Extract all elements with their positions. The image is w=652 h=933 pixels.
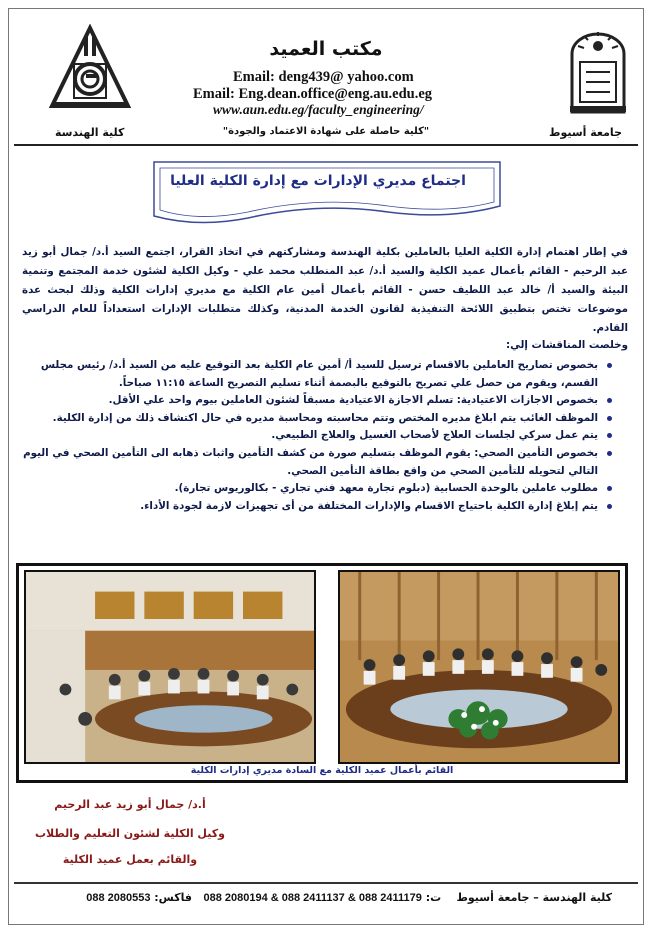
email-office[interactable]: Email: Eng.dean.office@eng.au.edu.eg [193, 86, 433, 102]
intro-paragraph: في إطار اهتمام إدارة الكلية العليا بالعاملين بكلية الهندسة ومشاركتهم في اتخاذ القرار، اجتمع السيد أ.د/ جمال أبو زيد عبد الرحيم - القائم بأعمال عميد الكلية والسيد أ.د/ عبد المنطلب محمد علي - وكيل الكلية لشئون خدمة المجتمع وتنمية البيئة والسيد أ/ خالد عبد اللطيف حسن - القائم بأعمال أمين عام الكلية مع مديري إدارات الكلية وذلك لبحث عدة موضوعات تختص بتطبيق اللائحة التنفيذية لقانون الخدمة المدنية، وكذلك متطلبات الإدارات استعداداً للعام الدراسي القادم. [22, 246, 628, 334]
footer-phone-label: ت: [425, 891, 442, 904]
email-personal[interactable]: Email: deng439@ yahoo.com [233, 69, 414, 85]
faculty-name: كلية الهندسة [55, 126, 125, 139]
conclusion-heading: وخلصت المناقشات إلي: [506, 339, 628, 351]
signature-name: أ.د/ جمال أبو زيد عبد الرحيم [54, 798, 206, 811]
website-link[interactable]: www.aun.edu.eg/faculty_engineering/ [213, 102, 424, 117]
office-title: مكتب العميد [269, 38, 383, 60]
footer-divider [14, 882, 638, 884]
meeting-photo-right [338, 570, 620, 764]
footer-address: كلية الهندسة – جامعة أسيوط [456, 891, 612, 904]
footer-fax-label: فاكس: [154, 891, 192, 904]
title-banner [148, 156, 506, 232]
list-item: مطلوب عاملين بالوحدة الحسابية (دبلوم تجارة معهد فني تجاري - بكالوريوس تجارة). [22, 480, 612, 498]
signature-role-vice-dean: وكيل الكلية لشئون التعليم والطلاب [35, 827, 225, 840]
photo-section [16, 563, 628, 783]
university-name: جامعة أسيوط [549, 126, 622, 139]
meeting-photo-left [24, 570, 316, 764]
list-item: الموظف الغائب يتم ابلاغ مديره المختص وتتم محاسبته ومحاسبة مديره في حال اكتشاف ذلك من إدارة الكلية. [22, 410, 612, 428]
list-item: بخصوص تصاريح العاملين بالاقسام ترسيل للسيد أ/ أمين عام الكلية بعد التوقيع عليه من السيد أ.د/ رئيس مجلس القسم، ويقوم من حصل علي تصريح بالتوقيع بالبصمة أثناء تسليم التصريح الساعة ١١:١٥ صباحاً. [22, 357, 612, 392]
banner-title: اجتماع مديري الإدارات مع إدارة الكلية العليا [170, 173, 466, 189]
list-item: يتم عمل سركي لجلسات العلاج لأصحاب الغسيل والعلاج الطبيعي. [22, 427, 612, 445]
outcomes-list [22, 357, 612, 515]
list-item: بخصوص التأمين الصحي: يقوم الموظف بتسليم صورة من كشف التأمين واثبات ذهابه الى التأمين الصحي في اليوم التالي لتحويله للتأمين الصحي من واقع بطاقة التأمين الصحي. [22, 445, 612, 480]
signature-role-acting-dean: والقائم بعمل عميد الكلية [62, 853, 198, 866]
header-divider [14, 144, 638, 146]
footer-contact [38, 891, 612, 904]
footer-phones: 088 2080194 & 088 2411137 & 088 2411179 [203, 892, 422, 904]
list-item: بخصوص الاجازات الاعتيادية: تسلم الاجازة الاعتيادية مسبقاً لشئون العاملين بيوم واحد علي الأقل. [22, 392, 612, 410]
list-item: يتم إبلاغ إدارة الكلية باحتياج الاقسام والإدارات المختلفة من أى تجهيزات لازمة لجودة الأداء. [22, 498, 612, 516]
accreditation-note: "كلية حاصلة على شهادة الاعتماد والجودة" [222, 126, 430, 137]
photo-caption: القائم بأعمال عميد الكلية مع السادة مديري إدارات الكلية [190, 765, 454, 776]
footer-fax: 088 2080553 [86, 892, 151, 904]
